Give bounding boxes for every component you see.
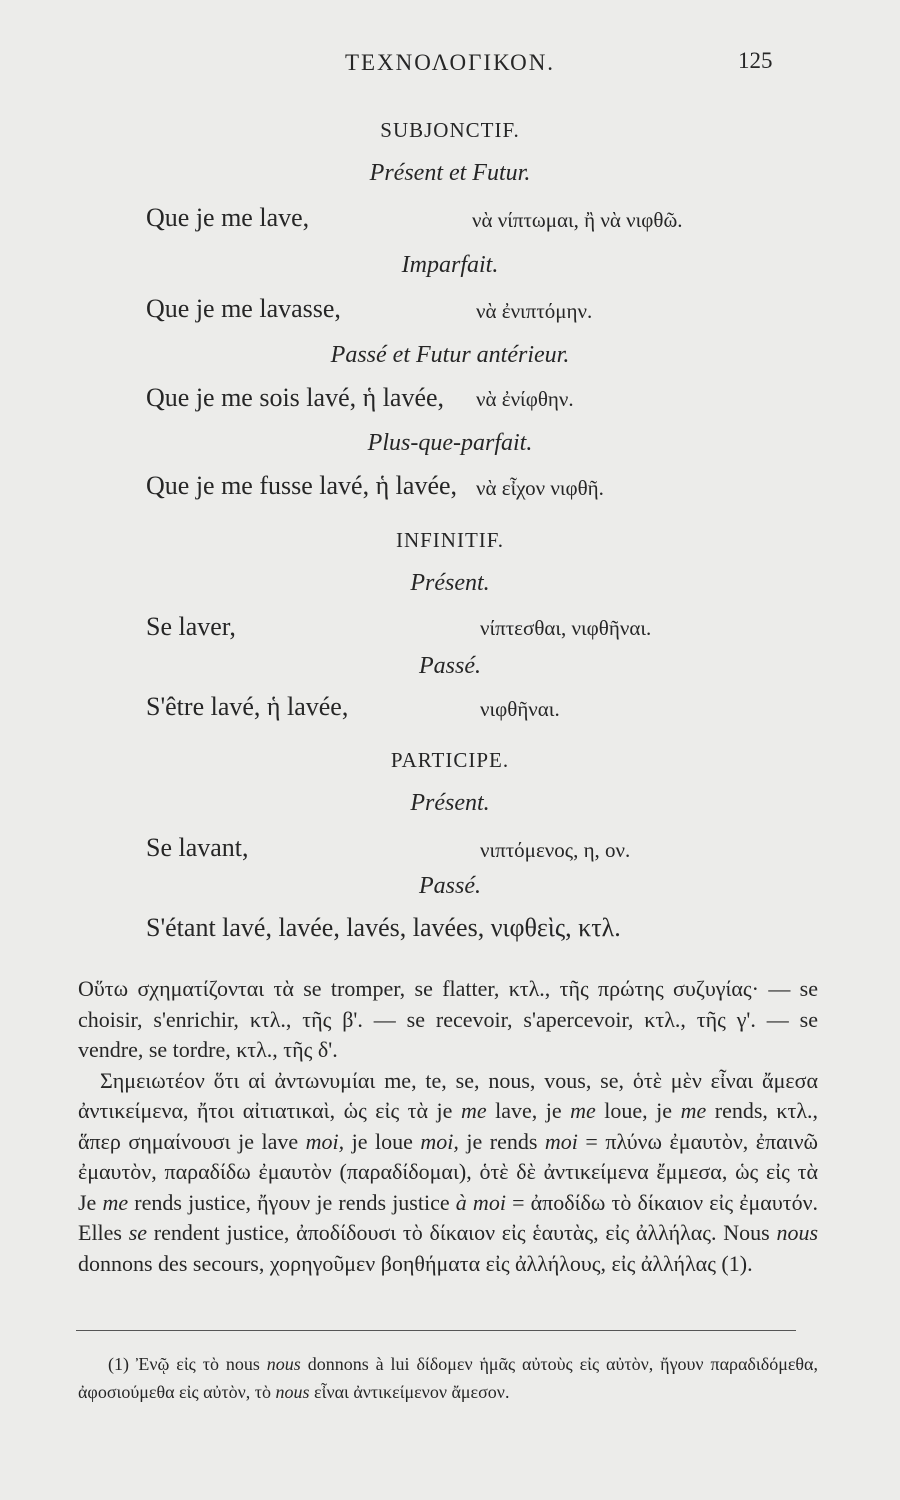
section-heading-subjonctif: SUBJONCTIF. xyxy=(380,118,520,142)
french-form: Se lavant, xyxy=(146,833,249,862)
footnote-text: (1) Ἐνῷ εἰς τὸ nous nous donnons à lui δίδομεν ἡμᾶς αὐτοὺς εἰς αὐτὸν, ἤγουν παραδιδόμεθα, ἀφοσιούμεθα εἰς αὐτὸν, τὸ nous εἶναι ἀντικείμενον ἄμεσον. xyxy=(78,1354,818,1402)
french-form: Que je me lave, xyxy=(146,203,310,232)
page-number: 125 xyxy=(738,48,773,73)
paragraph-pronouns: Σημειωτέον ὅτι αἱ ἀντωνυμίαι me, te, se, nous, vous, se, ὁτὲ μὲν εἶναι ἄμεσα ἀντικείμενα, ἤτοι αἰτιατικαὶ, ὡς εἰς τὰ je me lave, je me loue, je me rends, κτλ., ἅπερ σημαίνουσι je lave moi, je loue moi, je rends moi = πλύνω ἐμαυτὸν, ἐπαινῶ ἐμαυτὸν, παραδίδω ἐμαυτὸν (παραδίδομαι), ὁτὲ δὲ ἀντικείμενα ἔμμεσα, ὡς εἰς τὰ Je me rends justice, ἤγουν je rends justice à moi = ἀποδίδω τὸ δίκαιον εἰς ἐμαυτόν. Elles se rendent justice, ἀποδίδουσι τὸ δίκαιον εἰς ἑαυτὰς, εἰς ἀλλήλας. Nous nous donnons des secours, χορηγοῦμεν βοηθήματα εἰς ἀλλήλους, εἰς ἀλλήλας (1). xyxy=(78,1067,819,1276)
tense-label: Passé et Futur antérieur. xyxy=(330,342,570,368)
footnote-divider xyxy=(76,1330,796,1331)
greek-form: νὰ ἐνίφθην. xyxy=(476,387,574,411)
french-form: Que je me lavasse, xyxy=(146,294,341,323)
tense-label: Présent et Futur. xyxy=(369,160,531,186)
tense-label: Passé. xyxy=(419,873,481,899)
greek-form: νὰ ἐνιπτόμην. xyxy=(476,299,593,323)
french-form-past-participle: S'étant lavé, lavée, lavés, lavées, νιφθεὶς, κτλ. xyxy=(146,913,621,942)
running-title: ΤΕΧΝΟΛΟΓΙΚΟΝ. xyxy=(344,50,556,75)
greek-form: νὰ εἶχον νιφθῆ. xyxy=(476,476,604,500)
french-form: Se laver, xyxy=(146,612,236,641)
section-heading-infinitif: INFINITIF. xyxy=(395,528,505,552)
tense-label: Présent. xyxy=(410,790,490,816)
greek-form: νίπτεσθαι, νιφθῆναι. xyxy=(480,616,652,640)
body-text xyxy=(78,974,818,1279)
tense-label: Présent. xyxy=(410,570,490,596)
tense-label: Imparfait. xyxy=(401,252,499,278)
tense-label: Passé. xyxy=(419,653,481,679)
greek-form: νὰ νίπτωμαι, ἢ νὰ νιφθῶ. xyxy=(472,208,683,232)
french-form: Que je me sois lavé, ἡ lavée, xyxy=(146,383,445,412)
section-heading-participe: PARTICIPE. xyxy=(390,748,510,772)
french-form: Que je me fusse lavé, ἡ lavée, xyxy=(146,471,458,500)
greek-form: νιφθῆναι. xyxy=(480,697,560,721)
greek-form: νιπτόμενος, η, ον. xyxy=(480,838,631,862)
french-form: S'être lavé, ἡ lavée, xyxy=(146,692,349,721)
footnote xyxy=(78,1350,818,1406)
paragraph-conjugations: Οὕτω σχηματίζονται τὰ se tromper, se flatter, κτλ., τῆς πρώτης συζυγίας· — se choisir, s'enrichir, κτλ., τῆς β'. — se recevoir, s'apercevoir, κτλ., τῆς γ'. — se vendre, se tordre, κτλ., τῆς δ'. xyxy=(78,976,818,1062)
tense-label: Plus-que-parfait. xyxy=(367,430,533,456)
